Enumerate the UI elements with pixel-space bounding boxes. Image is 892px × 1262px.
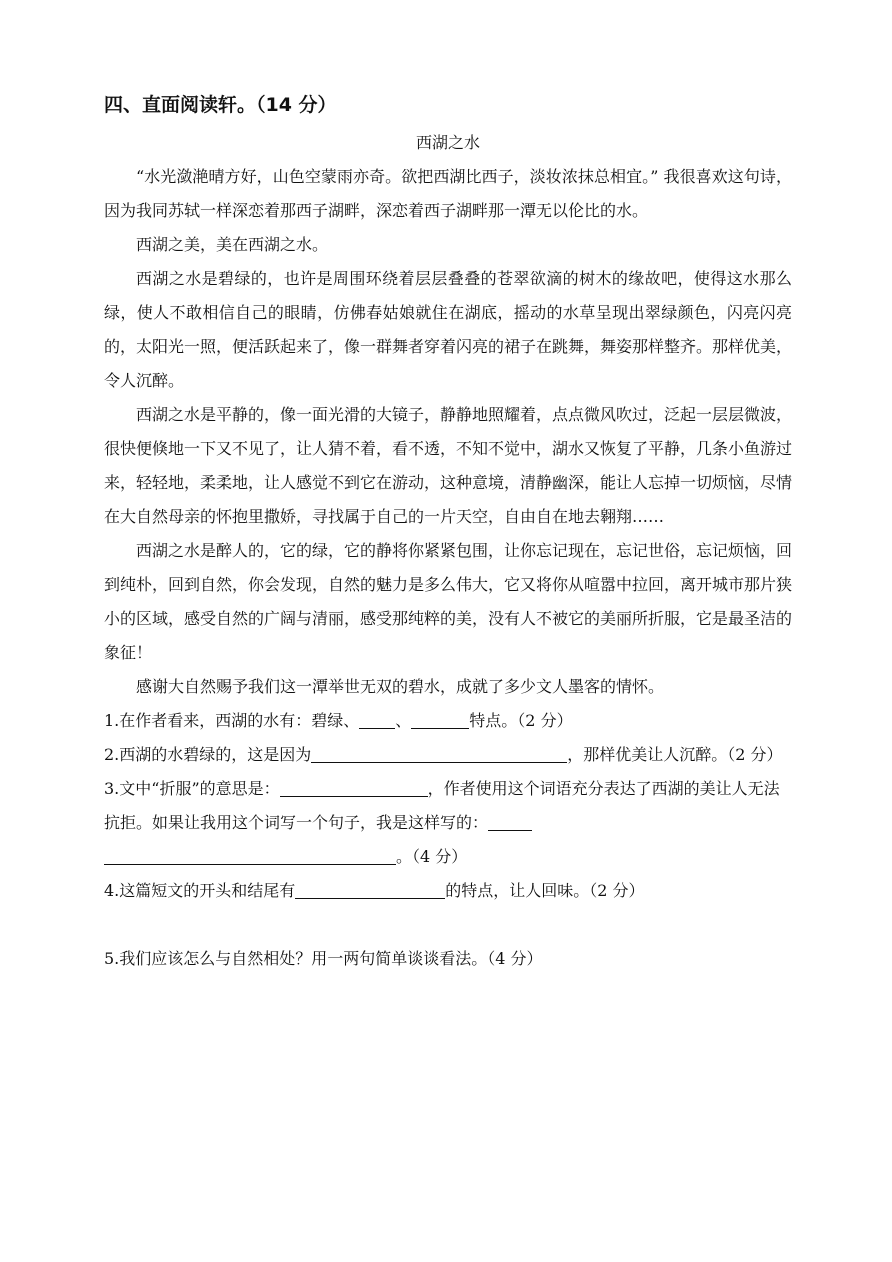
answer-blank[interactable] — [411, 708, 469, 729]
article-title: 西湖之水 — [415, 133, 480, 152]
answer-blank[interactable] — [311, 742, 567, 763]
answer-blank[interactable] — [280, 776, 428, 797]
article-paragraph: 西湖之美，美在西湖之水。 — [136, 235, 329, 254]
question-1: 1.在作者看来，西湖的水有：碧绿、 、 特点。（2 分） — [104, 704, 792, 738]
article-paragraph: 感谢大自然赐予我们这一潭举世无双的碧水，成就了多少文人墨客的情怀。 — [136, 677, 665, 696]
section-heading: 四、直面阅读轩。（14 分） — [104, 94, 337, 116]
question-5: 5.我们应该怎么与自然相处？用一两句简单谈谈看法。（4 分） — [104, 949, 543, 968]
answer-blank[interactable] — [295, 878, 445, 899]
article-body — [104, 160, 792, 704]
article-paragraph: “水光潋滟晴方好，山色空蒙雨亦奇。欲把西湖比西子，淡妆浓抹总相宜。” 我很喜欢这句诗，因为我同苏轼一样深恋着那西子湖畔，深恋着西子湖畔那一潭无以伦比的水。 — [104, 167, 792, 220]
answer-blank[interactable] — [104, 844, 396, 865]
article-paragraph: 西湖之水是平静的，像一面光滑的大镜子，静静地照耀着，点点微风吹过，泛起一层层微波，很快便倏地一下又不见了，让人猜不着，看不透，不知不觉中，湖水又恢复了平静，几条小鱼游过来，轻轻地，柔柔地，让人感觉不到它在游动，这种意境，清静幽深，能让人忘掉一切烦恼，尽情在大自然母亲的怀抱里撒娇，寻找属于自己的一片天空，自由自在地去翱翔…… — [104, 405, 793, 526]
article-paragraph: 西湖之水是碧绿的，也许是周围环绕着层层叠叠的苍翠欲滴的树木的缘故吧，使得这水那么绿，使人不敢相信自己的眼睛，仿佛春姑娘就住在湖底，摇动的水草呈现出翠绿颜色，闪亮闪亮的，太阳光一照，便活跃起来了，像一群舞者穿着闪亮的裙子在跳舞，舞姿那样整齐。那样优美，令人沉醉。 — [104, 269, 793, 390]
answer-blank[interactable] — [488, 810, 532, 831]
question-4: 4.这篇短文的开头和结尾有 的特点，让人回味。（2 分） — [104, 874, 792, 908]
question-3: 3.文中“折服”的意思是： ，作者使用这个词语充分表达了西湖的美让人无法抗拒。如果让我用这个词写一个句子，我是这样写的： 。（4 分） — [104, 772, 792, 874]
worksheet-page — [104, 90, 792, 976]
question-2: 2.西湖的水碧绿的，这是因为 ，那样优美让人沉醉。（2 分） — [104, 738, 792, 772]
spacer — [104, 908, 792, 942]
article-paragraph: 西湖之水是醉人的，它的绿，它的静将你紧紧包围，让你忘记现在，忘记世俗，忘记烦恼，回到纯朴，回到自然，你会发现，自然的魅力是多么伟大，它又将你从喧嚣中拉回，离开城市那片狭小的区域，感受自然的广阔与清丽，感受那纯粹的美，没有人不被它的美丽所折服，它是最圣洁的象征！ — [104, 541, 793, 662]
question-list — [104, 704, 792, 976]
answer-blank[interactable] — [359, 708, 395, 729]
